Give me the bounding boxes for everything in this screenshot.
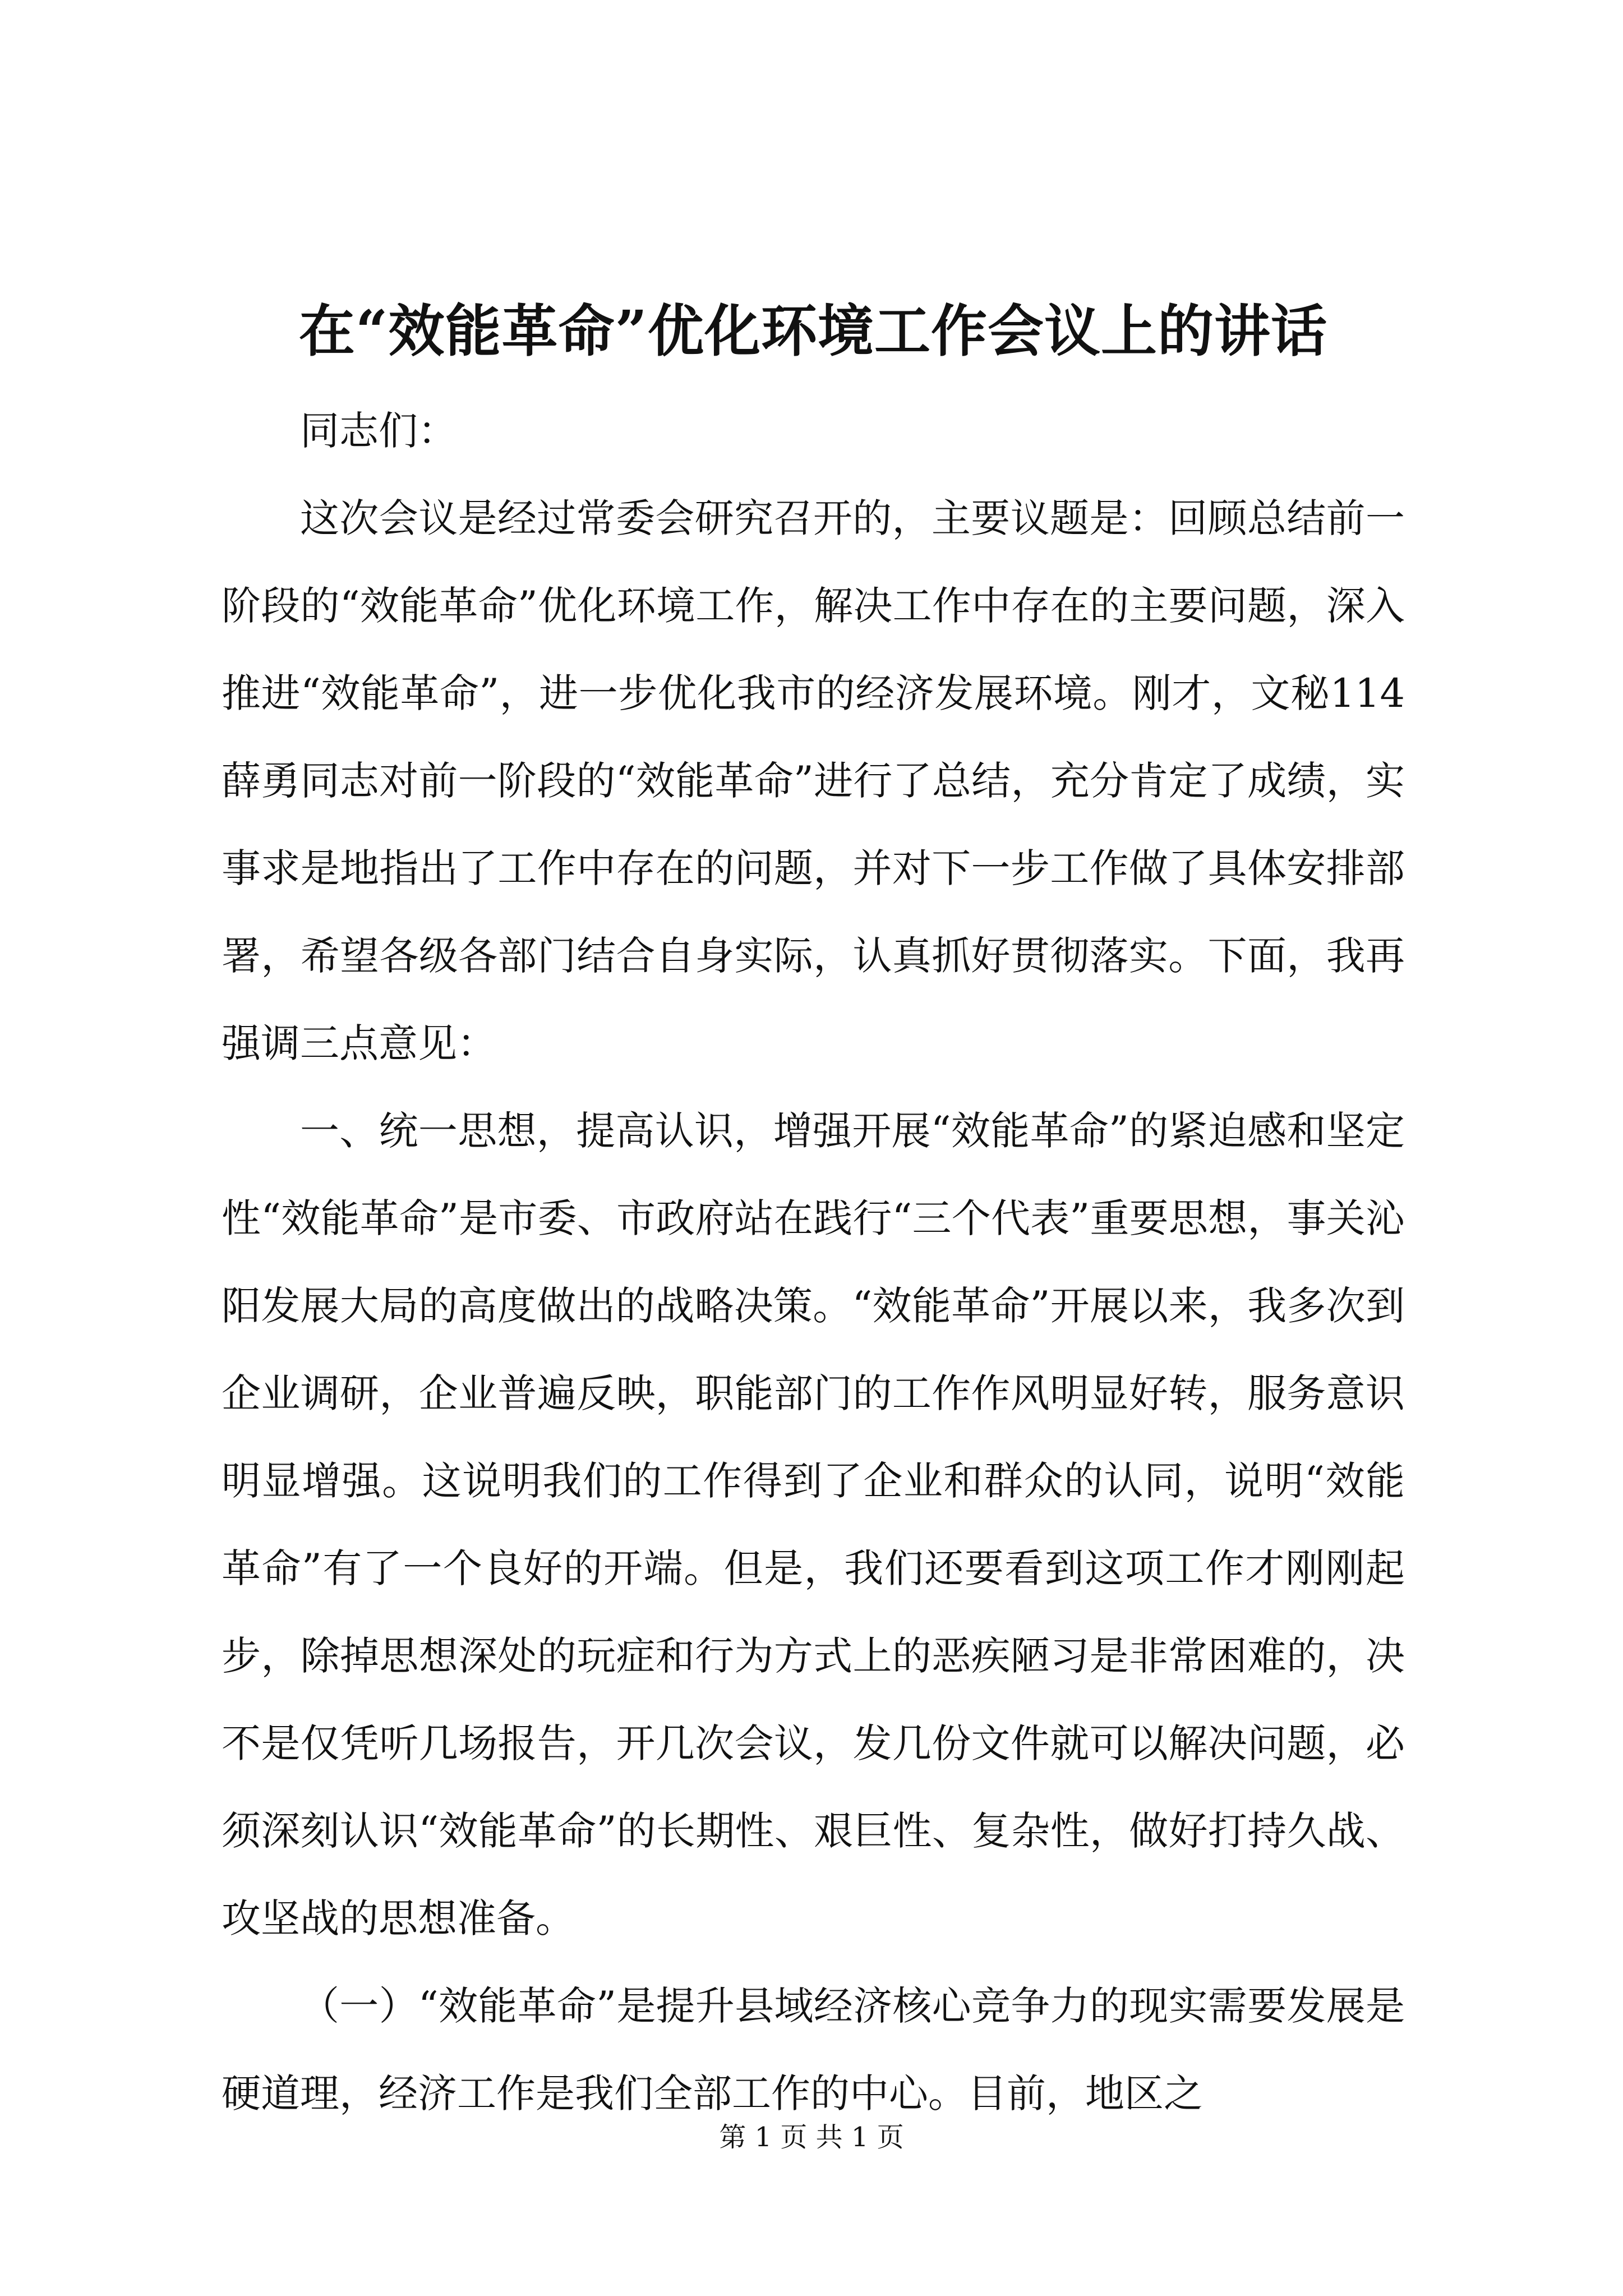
page-footer: 第 1 页 共 1 页 xyxy=(719,2122,904,2153)
section-one-paragraph: 一、统一思想，提高认识，增强开展“效能革命”的紧迫感和坚定性“效能革命”是市委、市政府站在践行“三个代表”重要思想，事关沁阳发展大局的高度做出的战略决策。“效能革命”开展以来，我多次到企业调研，企业普遍反映，职能部门的工作作风明显好转，服务意识明显增强。这说明我们的工作得到了企业和群众的认同，说明“效能革命”有了一个良好的开端。但是，我们还要看到这项工作才刚刚起步，除掉思想深处的玩症和行为方式上的恶疾陋习是非常困难的，决不是仅凭听几场报告，开几次会议，发几份文件就可以解决问题，必须深刻认识“效能革命”的长期性、艰巨性、复杂性，做好打持久战、攻坚战的思想准备。 xyxy=(222,1108,1405,1941)
intro-paragraph: 这次会议是经过常委会研究召开的，主要议题是：回顾总结前一阶段的“效能革命”优化环境工作，解决工作中存在的主要问题，深入推进“效能革命”，进一步优化我市的经济发展环境。刚才，文秘114薛勇同志对前一阶段的“效能革命”进行了总结，充分肯定了成绩，实事求是地指出了工作中存在的问题，并对下一步工作做了具体安排部署，希望各级各部门结合自身实际，认真抓好贯彻落实。下面，我再强调三点意见： xyxy=(222,495,1405,1066)
document-body xyxy=(222,387,1405,2137)
salutation-paragraph: 同志们： xyxy=(300,408,457,454)
document-title: 在“效能革命”优化环境工作会议上的讲话 xyxy=(298,298,1328,364)
subsection-one-paragraph: （一）“效能革命”是提升县域经济核心竞争力的现实需要发展是硬道理，经济工作是我们全部工作的中心。目前，地区之 xyxy=(222,1983,1405,2116)
